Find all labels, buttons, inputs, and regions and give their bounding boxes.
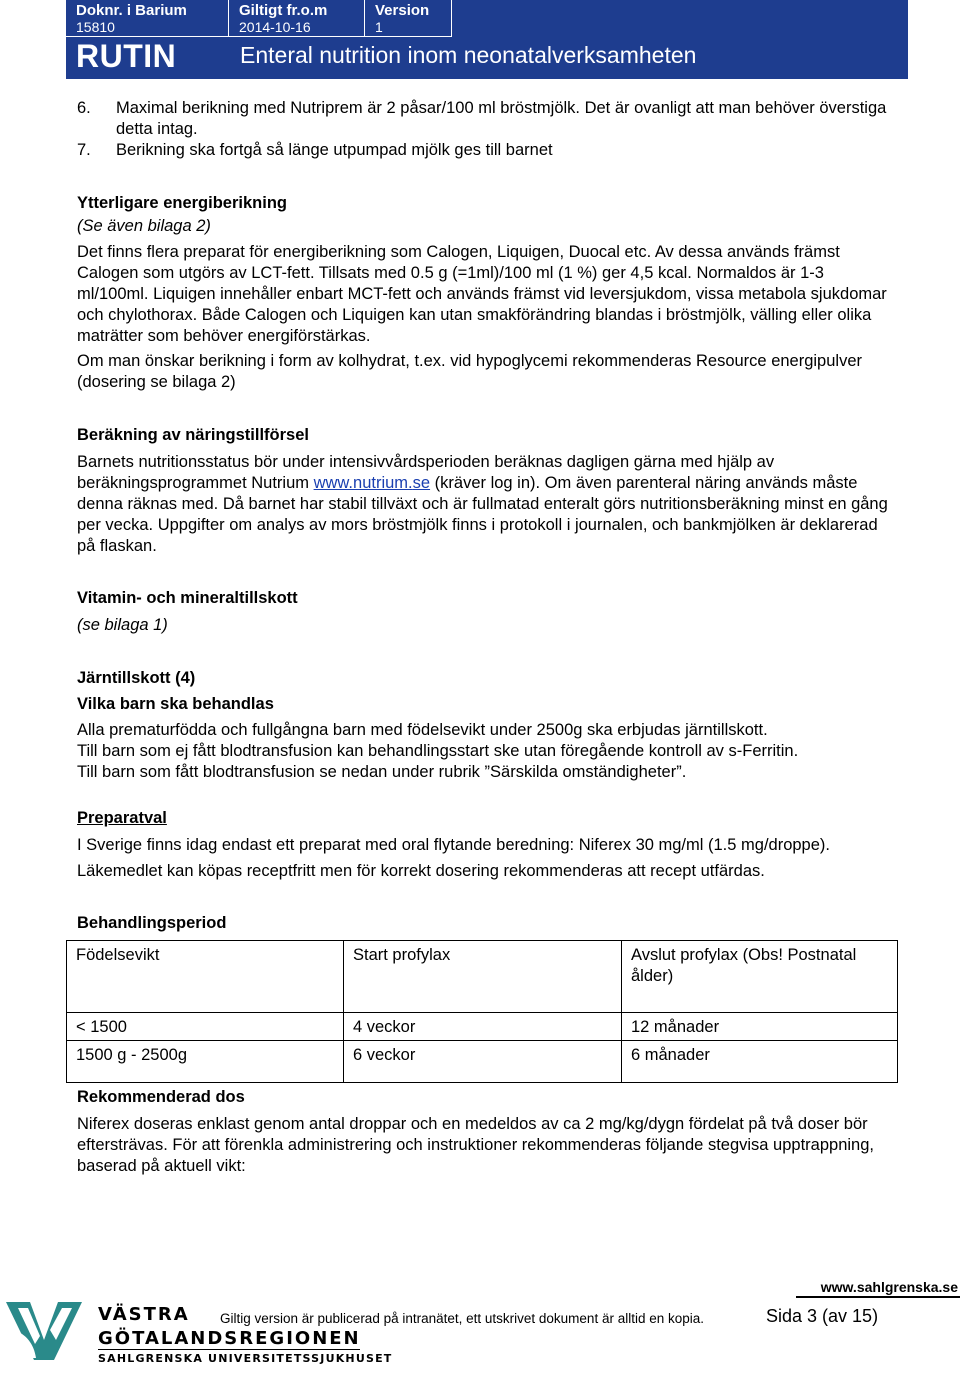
version-cell (365, 0, 452, 36)
calc-paragraph (77, 452, 897, 557)
logo-line-1: VÄSTRA (98, 1304, 190, 1325)
iron-line: Till barn som ej fått blodtransfusion kan behandlingsstart ske utan föregående kontroll av s-Ferritin. (77, 742, 799, 760)
table-header-cell: Födelsevikt (67, 941, 344, 1013)
nutrium-link[interactable]: www.nutrium. (313, 474, 413, 492)
list-number: 7. (77, 141, 91, 159)
iron-subheading: Vilka barn ska behandlas (77, 695, 274, 713)
valid-from-value: 2014-10-16 (239, 19, 311, 35)
dose-heading: Rekommenderad dos (77, 1088, 245, 1106)
nutrium-link-tld[interactable]: se (412, 474, 431, 492)
document-body (77, 98, 897, 1177)
list-number: 6. (77, 99, 91, 117)
document-header (66, 0, 908, 79)
calc-heading: Beräkning av näringstillförsel (77, 426, 309, 444)
logo-divider (98, 1349, 360, 1350)
treatment-period-table (66, 940, 898, 1083)
iron-line: Alla prematurfödda och fullgångna barn med födelsevikt under 2500g ska erbjudas järntillskott. (77, 721, 768, 739)
table-row (67, 1013, 898, 1041)
table-cell: < 1500 (67, 1013, 344, 1041)
vgr-logo-icon (4, 1300, 84, 1364)
document-type: RUTIN (76, 38, 177, 74)
preparation-heading: Preparatval (77, 809, 167, 827)
energy-paragraph-2: Om man önskar berikning i form av kolhydrat, t.ex. vid hypoglycemi rekommenderas Resource energipulver (dosering se bilaga 2) (77, 352, 862, 391)
list-text: Berikning ska fortgå så länge utpumpad mjölk ges till barnet (116, 141, 553, 159)
energy-ref: (Se även bilaga 2) (77, 217, 211, 235)
calc-text-after: (kräver log in). Om även parenteral näring används måste denna räknas med. Då barnet har stabil tillväxt och är fullmatad enteralt görs nutritionsberäkning minst en gång per vecka. Uppgifter om analys av mors bröstmjölk finns i protokoll i journalen, och bankmjölken är deklarerad på flaskan. (77, 474, 888, 555)
valid-from-label: Giltigt fr.o.m (239, 2, 328, 19)
iron-heading: Järntillskott (4) (77, 669, 196, 687)
list-item (77, 98, 897, 140)
version-value: 1 (375, 19, 383, 35)
header-meta-grid (66, 0, 452, 36)
table-cell: 6 veckor (344, 1041, 622, 1083)
preparation-paragraph: I Sverige finns idag endast ett preparat med oral flytande beredning: Niferex 30 mg/ml (1.5 mg/droppe). (77, 836, 830, 854)
document-title: Enteral nutrition inom neonatalverksamheten (240, 42, 697, 68)
table-header-row (67, 941, 898, 1013)
dose-paragraph: Niferex doseras enklast genom antal droppar och en medeldos av ca 2 mg/kg/dygn fördelat på två doser bör eftersträvas. För att förenkla administrering och instruktioner rekommenderas följande stegvisa upptrappning, baserad på aktuell vikt: (77, 1115, 874, 1175)
energy-paragraph: Det finns flera preparat för energiberikning som Calogen, Liquigen, Duocal etc. Av dessa används främst Calogen som utgörs av LCT-fett. Tillsats med 0.5 g (=1ml)/100 ml (1 %) ger 4,5 kcal. Normaldos är 1-3 ml/100ml. Liquigen innehåller enbart MCT-fett och används främst vid leversjukdom, vissa metabola sjukdomar och chylothorax. Både Calogen och Liquigen kan utan smakförändring blandas i bröstmjölk, välling eller olika maträtter som behöver energiförstärkas. (77, 243, 887, 345)
footer-website[interactable]: www.sahlgrenska.se (820, 1279, 958, 1295)
page-number: Sida 3 (av 15) (766, 1306, 879, 1326)
vitamin-ref: (se bilaga 1) (77, 616, 168, 634)
calc-text-before: Barnets nutritionsstatus bör under intensivvårdsperioden beräknas dagligen gärna med hjälp av beräkningsprogrammet Nutrium (77, 453, 775, 492)
energy-heading: Ytterligare energiberikning (77, 194, 287, 212)
doknr-cell (66, 0, 229, 36)
logo-line-3: SAHLGRENSKA UNIVERSITETSSJUKHUSET (98, 1352, 393, 1365)
table-cell: 6 månader (622, 1041, 898, 1083)
footer-rule (796, 1296, 960, 1298)
table-cell: 12 månader (622, 1013, 898, 1041)
valid-from-cell (229, 0, 365, 36)
footer-validity-note: Giltig version är publicerad på intranätet, ett utskrivet dokument är alltid en kopia. (220, 1311, 705, 1326)
table-header-cell: Start profylax (344, 941, 622, 1013)
table-cell: 4 veckor (344, 1013, 622, 1041)
list-item (77, 140, 897, 161)
list-text: Maximal berikning med Nutriprem är 2 påsar/100 ml bröstmjölk. Det är ovanligt att man behöver överstiga detta intag. (116, 99, 887, 138)
table-cell: 1500 g - 2500g (67, 1041, 344, 1083)
doknr-value: 15810 (76, 19, 115, 35)
preparation-paragraph-2: Läkemedlet kan köpas receptfritt men för korrekt dosering rekommenderas att recept utfärdas. (77, 862, 765, 880)
table-row (67, 1041, 898, 1083)
period-heading: Behandlingsperiod (77, 914, 227, 932)
version-label: Version (375, 2, 430, 19)
doknr-label: Doknr. i Barium (76, 2, 187, 19)
header-divider (66, 36, 452, 37)
table-header-cell: Avslut profylax (Obs! Postnatal ålder) (622, 941, 898, 1013)
vitamin-heading: Vitamin- och mineraltillskott (77, 589, 298, 607)
iron-line: Till barn som fått blodtransfusion se nedan under rubrik ”Särskilda omständigheter”. (77, 763, 687, 781)
logo-line-2: GÖTALANDSREGIONEN (98, 1328, 361, 1349)
